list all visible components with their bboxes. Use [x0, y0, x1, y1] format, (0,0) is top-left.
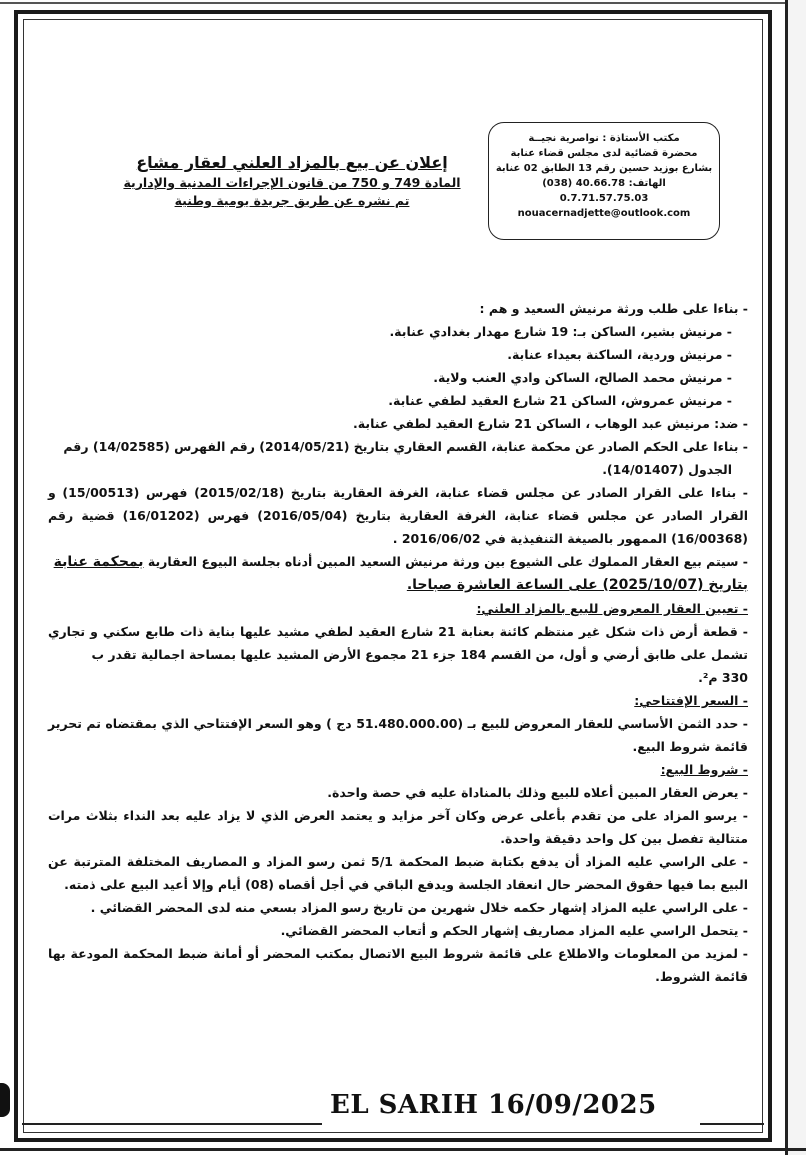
ink-blot	[0, 1083, 10, 1117]
judgment-paragraph: - بناءا على الحكم الصادر عن محكمة عنابة، القسم العقاري بتاريخ (2014/05/21) رقم الفهرس (14/02585) رقم	[63, 439, 748, 454]
adjacent-page-edge	[785, 0, 806, 1155]
sale-intro: - سيتم بيع العقار المملوك على الشيوع بين ورثة مرنيش السعيد المبين أدناه بجلسة البيوع العقارية	[143, 554, 748, 569]
heir-item: - مرنيش عمروش، الساكن 21 شارع العقيد لطفي عنابة.	[388, 393, 732, 408]
title-publication: تم نشره عن طريق جريدة يومية وطنية	[174, 193, 410, 208]
sale-date-paragraph	[48, 550, 748, 574]
property-description: - قطعة أرض ذات شكل غير منتظم كائنة بعنابة 21 شارع العقيد لطفي مشيد عليها بناية ذات طابع سكني و تجاري تشمل على طابق أرضي و أول، من القسم 184 جزء 21 مجموع الأرض المشيد عليها بمساحة اجمالية تقدر ب	[48, 624, 748, 662]
condition-item: - يرسو المزاد على من تقدم بأعلى عرض وكان آخر مزايد و يعتمد العرض الذي لا يزاد عليه بعد النداء بثلاث مرات متتالية تفصل بين كل واحد دقيقة واحدة.	[48, 808, 748, 846]
price-heading: - السعر الإفتتاحي:	[634, 693, 748, 708]
sale-court: بمحكمة عنابة	[53, 554, 144, 570]
against-paragraph: - ضد: مرنيش عبد الوهاب ، الساكن 21 شارع العقيد لطفي عنابة.	[353, 416, 748, 431]
judgment-table-number: الجدول (14/01407).	[602, 462, 732, 477]
condition-item: - على الراسي عليه المزاد إشهار حكمه خلال شهرين من تاريخ رسو المزاد بسعي منه لدى المحضر القضائي .	[90, 900, 748, 915]
condition-item: - يعرض العقار المبين أعلاه للبيع وذلك بالمناداة عليه في حصة واحدة.	[327, 785, 748, 800]
top-rule	[0, 2, 806, 4]
title-legal-basis: المادة 749 و 750 من قانون الإجراءات المدنية والإدارية	[123, 175, 461, 190]
property-heading: - تعيين العقار المعروض للبيع بالمزاد العلني:	[476, 601, 748, 616]
footer-rule-right	[700, 1123, 764, 1125]
condition-item: - على الراسي عليه المزاد أن يدفع بكتابة ضبط المحكمة 5/1 ثمن رسو المزاد و المصاريف المختلفة المترتبة عن البيع بما فيها حقوق المحضر حال انعقاد الجلسة ويدفع الباقي في أجل أقصاه (08) أيام وإلا أعيد البيع على ذمته.	[48, 854, 748, 892]
heir-item: - مرنيش محمد الصالح، الساكن وادي العنب ولاية.	[433, 370, 732, 385]
notice-body	[48, 297, 748, 988]
heir-item: - مرنيش وردية، الساكنة بعيداء عنابة.	[507, 347, 732, 362]
office-phone: الهاتف: 40.66.78 (038)	[542, 178, 666, 189]
footer-rule-left	[22, 1123, 322, 1125]
decision-paragraph: - بناءا على القرار الصادر عن مجلس قضاء عنابة، الغرفة العقارية بتاريخ (2015/02/18) فهرس (15/00513) و القرار الصادر عن مجلس قضاء عنابة، الغرفة العقارية بتاريخ (2016/05/04) فهرس (16/01202) قضية رقم (16/00368) الممهور بالصيغة التنفيذية في 2016/06/02 .	[48, 485, 748, 546]
title-main: إعلان عن بيع بالمزاد العلني لعقار مشاع	[136, 153, 448, 172]
newspaper-footer: EL SARIH 16/09/2025	[330, 1090, 657, 1120]
condition-item: - لمزيد من المعلومات والاطلاع على قائمة شروط البيع الاتصال بمكتب المحضر أو أمانة ضبط المحكمة المودعة بها قائمة الشروط.	[48, 946, 748, 984]
price-paragraph: - حدد الثمن الأساسي للعقار المعروض للبيع بـ (51.480.000.00 دج ) وهو السعر الإفتتاحي الذي بمقتضاه تم تحرير قائمة شروط البيع.	[48, 716, 748, 754]
sale-date: بتاريخ (2025/10/07) على الساعة العاشرة صباحا.	[406, 577, 748, 593]
heir-item: - مرنيش بشير، الساكن بـ: 19 شارع مهدار بغدادي عنابة.	[389, 324, 732, 339]
conditions-heading: - شروط البيع:	[660, 762, 748, 777]
office-email: nouacernadjette@outlook.com	[517, 208, 691, 219]
office-mobile: 0.7.71.57.75.03	[559, 193, 649, 204]
condition-item: - يتحمل الراسي عليه المزاد مصاريف إشهار الحكم و أتعاب المحضر القضائي.	[280, 923, 748, 938]
property-area: 330 م².	[698, 670, 748, 685]
notice-title	[112, 152, 472, 210]
request-paragraph: - بناءا على طلب ورثة مرنيش السعيد و هم :	[479, 301, 748, 316]
office-address: بشارع بوزيد حسين رقم 13 الطابق 02 عنابة	[495, 163, 713, 174]
office-name: مكتب الأستاذة : نواصرية نجيــة	[528, 133, 680, 144]
office-title: محضرة قضائية لدى مجلس قضاء عنابة	[510, 148, 698, 159]
bottom-rule	[0, 1148, 806, 1151]
bailiff-office-stamp	[488, 122, 720, 240]
